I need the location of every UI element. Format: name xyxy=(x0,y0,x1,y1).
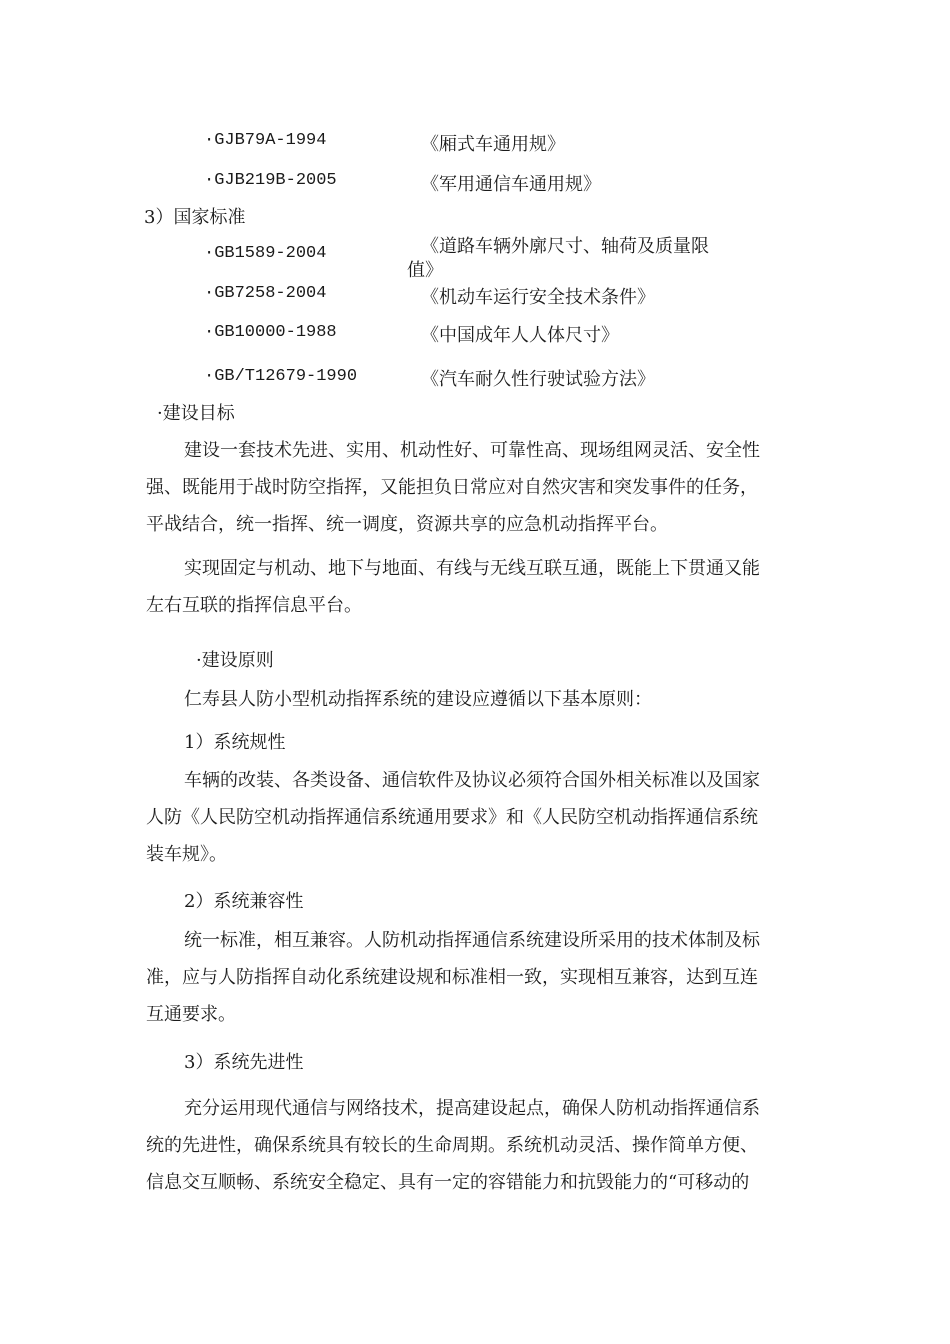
paragraph-line: 统的先进性，确保系统具有较长的生命周期。系统机动灵活、操作简单方便、 xyxy=(146,1135,758,1156)
standard-code: ·GB10000-1988 xyxy=(204,323,337,342)
standard-code: ·GB/T12679-1990 xyxy=(204,367,358,386)
paragraph-line: 车辆的改装、各类设备、通信软件及协议必须符合国外相关标准以及国家 xyxy=(184,770,760,791)
standard-title-continuation: 值》 xyxy=(407,260,443,281)
principle-intro: 仁寿县人防小型机动指挥系统的建设应遵循以下基本原则： xyxy=(184,689,652,710)
standard-title: 《厢式车通用规》 xyxy=(421,134,565,155)
paragraph-line: 建设一套技术先进、实用、机动性好、可靠性高、现场组网灵活、安全性 xyxy=(184,440,760,461)
section-heading-national: 3）国家标准 xyxy=(144,207,246,228)
principle-paragraph xyxy=(146,1090,810,1201)
principle-paragraph xyxy=(146,762,810,873)
section-heading-goal: ·建设目标 xyxy=(157,403,235,424)
paragraph-line: 互通要求。 xyxy=(146,1004,236,1025)
paragraph-line: 平战结合，统一指挥、统一调度，资源共享的应急机动指挥平台。 xyxy=(146,514,668,535)
standard-code: ·GB7258-2004 xyxy=(204,284,327,303)
paragraph-line: 强、既能用于战时防空指挥，又能担负日常应对自然灾害和突发事件的任务， xyxy=(146,477,758,498)
section-heading-principle: ·建设原则 xyxy=(196,650,274,671)
standard-title: 《汽车耐久性行驶试验方法》 xyxy=(421,369,655,390)
standard-title: 《道路车辆外廓尺寸、轴荷及质量限 xyxy=(421,236,709,257)
standard-title: 《军用通信车通用规》 xyxy=(421,174,601,195)
paragraph-line: 信息交互顺畅、系统安全稳定、具有一定的容错能力和抗毁能力的“可移动的 xyxy=(146,1172,750,1193)
principle-paragraph xyxy=(146,922,810,1033)
goal-paragraph-1 xyxy=(146,432,810,543)
paragraph-line: 统一标准，相互兼容。人防机动指挥通信系统建设所采用的技术体制及标 xyxy=(184,930,760,951)
paragraph-line: 充分运用现代通信与网络技术，提高建设起点，确保人防机动指挥通信系 xyxy=(184,1098,760,1119)
standard-code: ·GB1589-2004 xyxy=(204,244,327,263)
paragraph-line: 准，应与人防指挥自动化系统建设规和标准相一致，实现相互兼容，达到互连 xyxy=(146,967,758,988)
standard-code: ·GJB79A-1994 xyxy=(204,131,327,150)
goal-paragraph-2 xyxy=(146,550,810,624)
standard-title: 《机动车运行安全技术条件》 xyxy=(421,287,655,308)
principle-label: 2）系统兼容性 xyxy=(184,891,304,912)
principle-label: 1）系统规性 xyxy=(184,732,286,753)
standard-code: ·GJB219B-2005 xyxy=(204,171,337,190)
paragraph-line: 左右互联的指挥信息平台。 xyxy=(146,595,362,616)
standard-title: 《中国成年人人体尺寸》 xyxy=(421,325,619,346)
principle-label: 3）系统先进性 xyxy=(184,1052,304,1073)
paragraph-line: 人防《人民防空机动指挥通信系统通用要求》和《人民防空机动指挥通信系统 xyxy=(146,807,758,828)
paragraph-line: 实现固定与机动、地下与地面、有线与无线互联互通，既能上下贯通又能 xyxy=(184,558,760,579)
paragraph-line: 装车规》。 xyxy=(146,844,227,865)
